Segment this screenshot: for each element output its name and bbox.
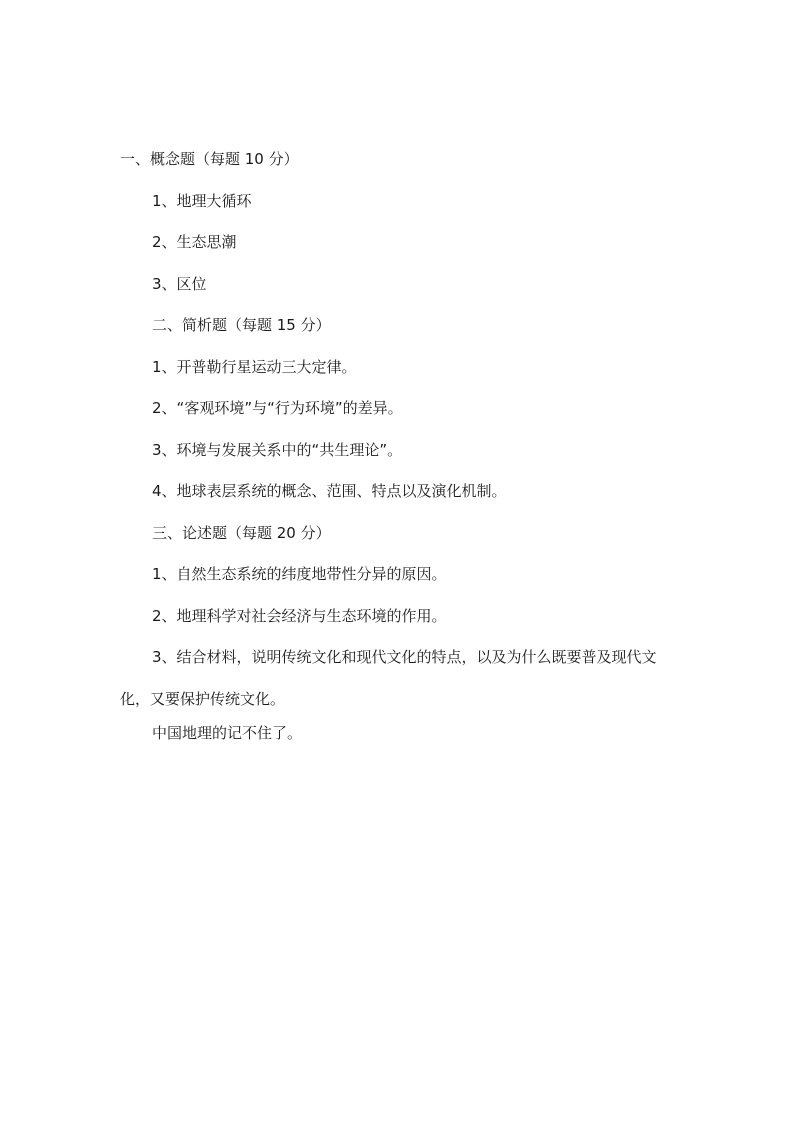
question-item: 3、区位	[152, 274, 207, 293]
question-item: 1、自然生态系统的纬度地带性分异的原因。	[152, 565, 447, 583]
question-item: 2、生态思潮	[152, 233, 237, 251]
question-item: 4、地球表层系统的概念、范围、特点以及演化机制。	[152, 482, 507, 500]
question-item: 3、环境与发展关系中的“共生理论”。	[152, 440, 403, 459]
question-item: 2、地理科学对社会经济与生态环境的作用。	[152, 606, 447, 625]
closing-note: 中国地理的记不住了。	[152, 724, 303, 742]
question-item-multiline: 3、结合材料，说明传统文化和现代文化的特点，以及为什么既要普及现代文化，又要保护传统文化。	[120, 648, 657, 708]
section-heading-2: 二、简析题（每题 15 分）	[152, 316, 331, 334]
section-heading-1: 一、概念题（每题 10 分）	[120, 150, 299, 168]
section-heading-3: 三、论述题（每题 20 分）	[152, 523, 331, 542]
document-body	[120, 146, 676, 762]
question-item: 1、开普勒行星运动三大定律。	[152, 357, 357, 376]
question-item: 1、地理大循环	[152, 191, 252, 210]
question-item: 2、“客观环境”与“行为环境”的差异。	[152, 399, 403, 417]
